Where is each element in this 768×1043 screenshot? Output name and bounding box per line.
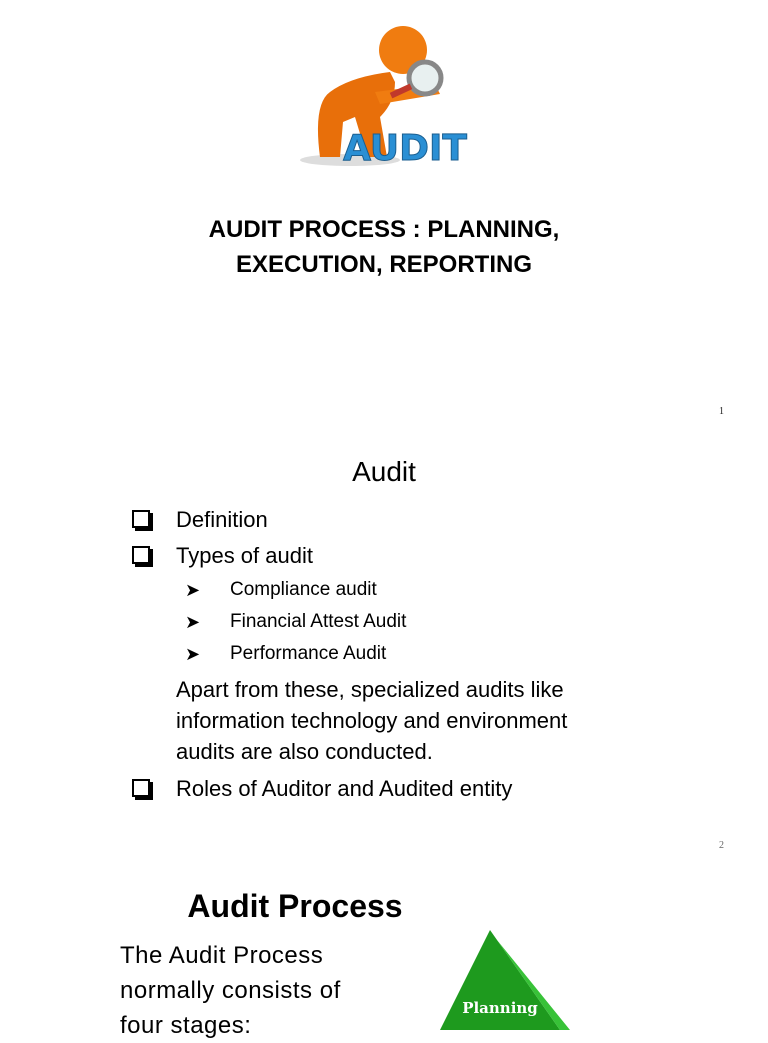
bullet-list <box>130 506 630 811</box>
logo-word: AUDIT <box>343 128 467 169</box>
arrow-bullet-icon: ➤ <box>185 644 201 664</box>
bullet-types <box>130 542 630 570</box>
sub-bullet-text: Compliance audit <box>230 579 377 600</box>
page-number: 2 <box>719 840 724 851</box>
slide-3 <box>0 860 768 1039</box>
checkbox-bullet-icon <box>132 779 150 797</box>
bullet-text: Definition <box>176 507 268 532</box>
sub-bullet-text: Financial Attest Audit <box>230 611 407 632</box>
bullet-text: Types of audit <box>176 543 313 568</box>
sub-bullet-text: Performance Audit <box>230 643 387 664</box>
title-line-2: EXECUTION, REPORTING <box>235 251 533 278</box>
arrow-bullet-icon: ➤ <box>185 612 201 632</box>
pyramid-diagram <box>430 920 580 1030</box>
bullet-text: Roles of Auditor and Audited entity <box>176 776 513 801</box>
sub-bullet <box>130 610 630 634</box>
slide-2-title: Audit <box>352 456 416 487</box>
slide-3-body: The Audit Process normally consists of four stages: <box>120 942 341 1039</box>
slide-3-title: Audit Process <box>187 888 403 924</box>
checkbox-bullet-icon <box>132 546 150 564</box>
pyramid-label: Planning <box>462 999 538 1017</box>
audit-figure-logo <box>295 22 510 172</box>
sub-bullet <box>130 642 630 666</box>
arrow-bullet-icon: ➤ <box>185 580 201 600</box>
page-number: 1 <box>719 406 724 417</box>
bullet-roles <box>130 775 630 803</box>
title-line-1: AUDIT PROCESS : PLANNING, <box>208 216 560 243</box>
bullet-definition <box>130 506 630 534</box>
paragraph: Apart from these, specialized audits like information technology and environment audits are also conducted. <box>176 677 568 764</box>
slide-1-title <box>0 212 768 282</box>
sub-bullet <box>130 578 630 602</box>
slide-2 <box>0 430 768 860</box>
slide-1 <box>0 0 768 430</box>
checkbox-bullet-icon <box>132 510 150 528</box>
